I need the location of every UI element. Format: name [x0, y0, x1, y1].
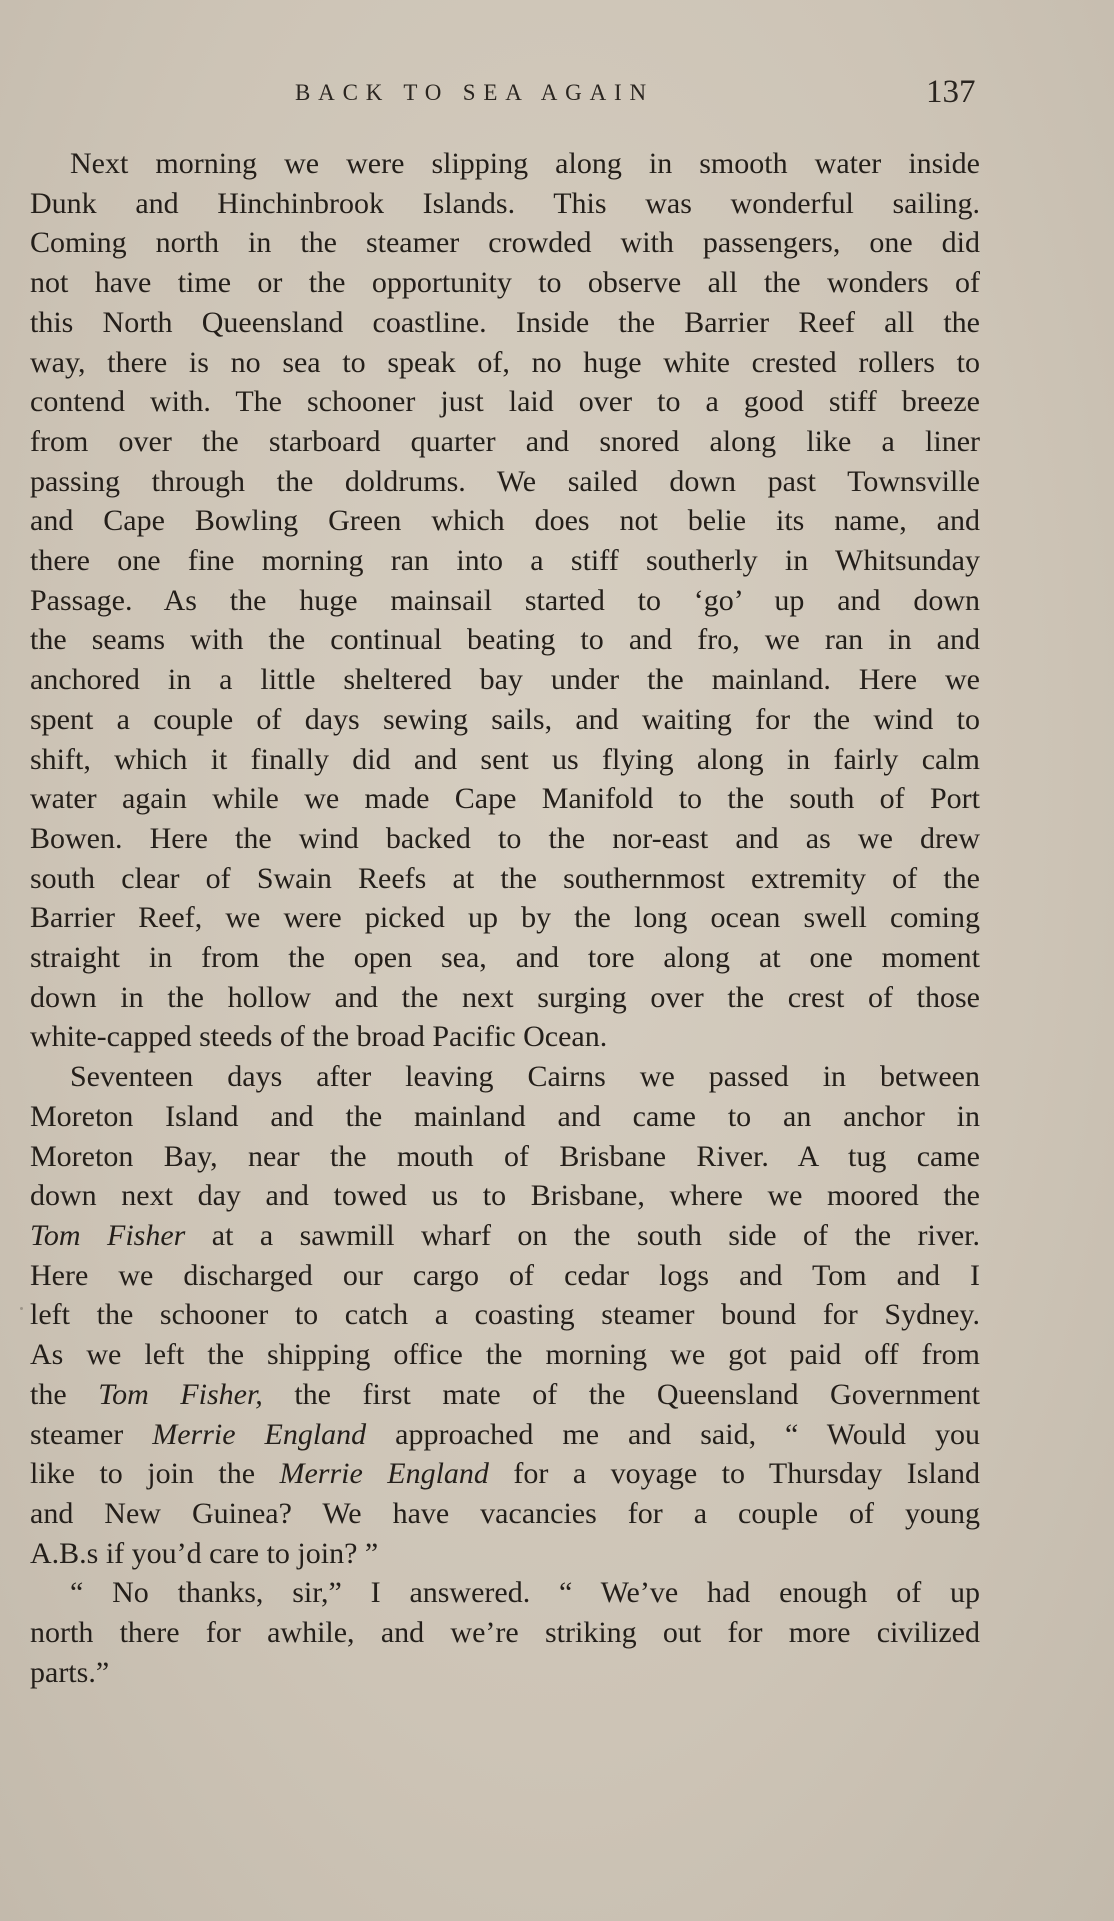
text-line: not have time or the opportunity to observe all the wonders of — [30, 266, 980, 300]
text-line — [30, 1375, 980, 1415]
text-line: Barrier Reef, we were picked up by the long ocean swell coming — [30, 901, 980, 935]
text-segment: the first mate of the Queensland Government — [262, 1377, 980, 1411]
text-line: anchored in a little sheltered bay under the mainland. Here we — [30, 663, 980, 697]
text-line: down next day and towed us to Brisbane, where we moored the — [30, 1179, 980, 1213]
text-line: south clear of Swain Reefs at the southernmost extremity of the — [30, 861, 980, 895]
page-number: 137 — [926, 74, 976, 110]
text-line: white-capped steeds of the broad Pacific Ocean. — [30, 1020, 608, 1054]
text-line: spent a couple of days sewing sails, and waiting for the wind to — [30, 702, 980, 736]
text-line: and Cape Bowling Green which does not belie its name, and — [30, 504, 980, 538]
text-segment: for a voyage to Thursday Island — [488, 1457, 981, 1491]
paragraph-1 — [30, 144, 980, 1057]
text-line: down in the hollow and the next surging over the crest of those — [30, 980, 980, 1014]
text-segment: steamer — [30, 1417, 153, 1451]
text-line: contend with. The schooner just laid over to a good stiff breeze — [30, 385, 980, 419]
text-segment: at a sawmill wharf on the south side of the river. — [185, 1218, 980, 1252]
text-line: Moreton Bay, near the mouth of Brisbane River. A tug came — [30, 1139, 980, 1173]
text-line: Here we discharged our cargo of cedar logs and Tom and I — [30, 1258, 980, 1292]
text-line — [30, 1216, 980, 1256]
text-segment: like to join the — [30, 1457, 280, 1491]
text-line: straight in from the open sea, and tore along at one moment — [30, 941, 980, 975]
text-line: A.B.s if you’d care to join? ” — [30, 1536, 379, 1570]
text-line: Passage. As the huge mainsail started to ‘go’ up and down — [30, 583, 980, 617]
text-line: Dunk and Hinchinbrook Islands. This was wonderful sailing. — [30, 186, 980, 220]
text-line: Coming north in the steamer crowded with passengers, one did — [30, 226, 980, 260]
text-line: left the schooner to catch a coasting steamer bound for Sydney. — [30, 1298, 980, 1332]
text-line: Bowen. Here the wind backed to the nor-east and as we drew — [30, 821, 980, 855]
text-line — [30, 1454, 980, 1494]
text-line: this North Queensland coastline. Inside the Barrier Reef all the — [30, 305, 980, 339]
text-line: Moreton Island and the mainland and came to an anchor in — [30, 1099, 980, 1133]
text-line — [30, 1415, 980, 1455]
text-line: “ No thanks, sir,” I answered. “ We’ve had enough of up — [70, 1576, 980, 1610]
text-line: parts.” — [30, 1655, 110, 1689]
ship-name: Tom Fisher — [30, 1218, 186, 1252]
paragraph-3 — [30, 1573, 980, 1692]
text-line: As we left the shipping office the morning we got paid off from — [30, 1338, 980, 1372]
text-line: Seventeen days after leaving Cairns we passed in between — [70, 1060, 980, 1094]
text-line: from over the starboard quarter and snored along like a liner — [30, 424, 980, 458]
text-line: way, there is no sea to speak of, no huge white crested rollers to — [30, 345, 980, 379]
text-line: the seams with the continual beating to and fro, we ran in and — [30, 623, 980, 657]
text-line: passing through the doldrums. We sailed down past Townsville — [30, 464, 980, 498]
text-line: and New Guinea? We have vacancies for a couple of young — [30, 1496, 980, 1530]
body-text — [30, 144, 980, 1692]
text-line: water again while we made Cape Manifold to the south of Port — [30, 782, 980, 816]
text-segment: approached me and said, “ Would you — [366, 1417, 980, 1451]
running-title: BACK TO SEA AGAIN — [295, 80, 654, 105]
paper-speck — [20, 1307, 23, 1310]
ship-name: Merrie England — [279, 1457, 489, 1491]
paragraph-2 — [30, 1057, 980, 1573]
text-segment: the — [30, 1377, 99, 1411]
text-line: Next morning we were slipping along in smooth water inside — [70, 147, 980, 180]
ship-name: Merrie England — [152, 1417, 367, 1451]
text-line: north there for awhile, and we’re striking out for more civilized — [30, 1616, 980, 1650]
ship-name: Tom Fisher, — [98, 1377, 263, 1411]
text-line: there one fine morning ran into a stiff southerly in Whitsunday — [30, 544, 980, 578]
text-line: shift, which it finally did and sent us flying along in fairly calm — [30, 742, 980, 776]
